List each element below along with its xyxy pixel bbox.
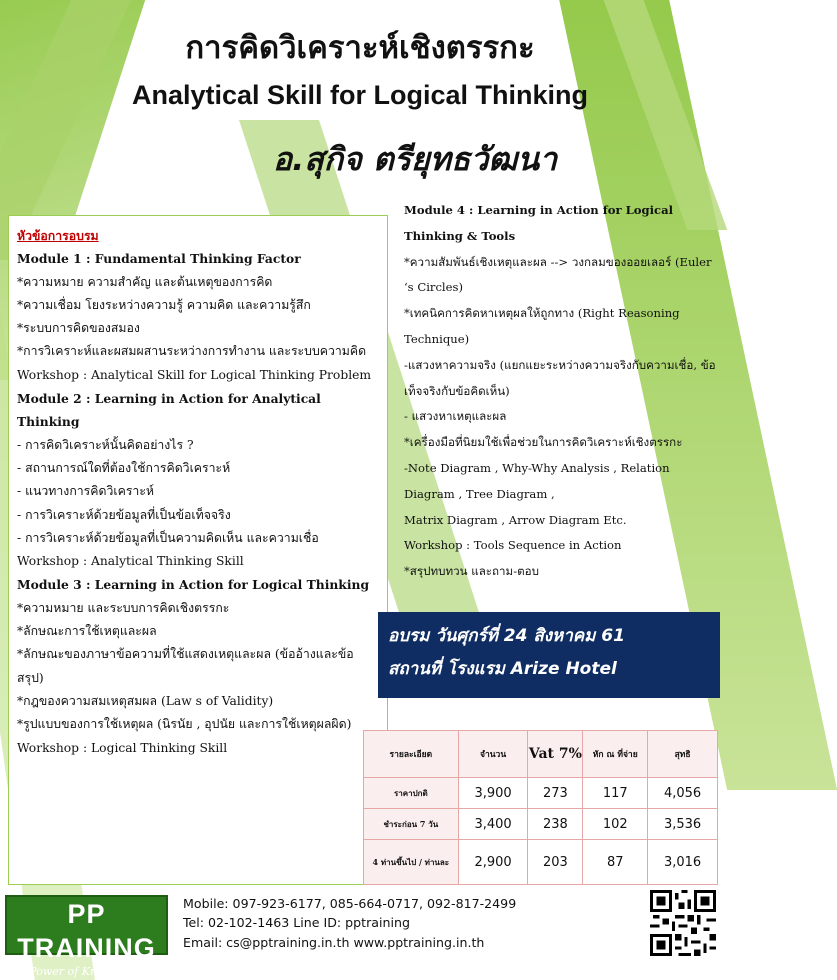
- header-detail: รายละเอียด: [364, 731, 459, 778]
- list-item: - การวิเคราะห์ด้วยข้อมูลที่เป็นข้อเท็จจริง: [17, 507, 231, 522]
- list-item: Workshop : Logical Thinking Skill: [17, 740, 228, 755]
- list-item: -แสวงหาความจริง (แยกแยะระหว่างความจริงกับความเชื่อ, ข้อเท็จจริงกับข้อคิดเห็น): [404, 357, 716, 398]
- list-item: Workshop : Tools Sequence in Action: [404, 538, 622, 553]
- logo-name: PP TRAINING: [17, 899, 156, 963]
- row-vat: 273: [528, 778, 583, 809]
- list-item: -Note Diagram , Why-Why Analysis , Relation Diagram , Tree Diagram ,: [404, 460, 670, 501]
- contact-mobile: Mobile: 097-923-6177, 085-664-0717, 092-817-2499: [183, 896, 517, 911]
- list-item: *เทคนิคการคิดหาเหตุผลให้ถูกทาง (Right Reasoning Technique): [404, 306, 680, 346]
- list-item: Workshop : Analytical Thinking Skill: [17, 554, 244, 569]
- list-item: *ความหมาย และระบบการคิดเชิงตรรกะ: [17, 600, 230, 615]
- list-item: - แนวทางการคิดวิเคราะห์: [17, 484, 155, 499]
- list-item: - การวิเคราะห์ด้วยข้อมูลที่เป็นความคิดเห็น และความเชื่อ: [17, 530, 319, 545]
- qr-code-icon: [650, 890, 716, 956]
- row-withholding: 117: [583, 778, 648, 809]
- header-withholding: หัก ณ ที่จ่าย: [583, 731, 648, 778]
- speaker-name: อ.สุกิจ ตรียุทธวัฒนา: [272, 140, 558, 178]
- row-label: ราคาปกติ: [364, 778, 459, 809]
- list-item: Workshop : Analytical Skill for Logical Thinking Problem: [17, 367, 372, 382]
- list-item: - แสวงหาเหตุและผล: [404, 409, 507, 424]
- outline-heading: หัวข้อการอบรม: [17, 228, 99, 243]
- event-venue: สถานที่ โรงแรม Arize Hotel: [388, 659, 617, 679]
- list-item: *เครื่องมือที่นิยมใช้เพื่อช่วยในการคิดวิเคราะห์เชิงตรรกะ: [404, 435, 683, 450]
- list-item: *ความสัมพันธ์เชิงเหตุและผล --> วงกลมของออยเลอร์ (Euler ‘s Circles): [404, 254, 712, 295]
- logo-tagline: Power of Knowledge: [29, 965, 144, 978]
- row-withholding: 87: [583, 840, 648, 885]
- row-withholding: 102: [583, 809, 648, 840]
- list-item: Matrix Diagram , Arrow Diagram Etc.: [404, 512, 627, 527]
- row-label: ชำระก่อน 7 วัน: [364, 809, 459, 840]
- list-item: Module 3 : Learning in Action for Logical Thinking: [17, 577, 370, 593]
- title-english: Analytical Skill for Logical Thinking: [131, 80, 589, 110]
- row-amount: 3,900: [458, 778, 528, 809]
- list-item: - สถานการณ์ใดที่ต้องใช้การคิดวิเคราะห์: [17, 460, 231, 475]
- contact-email: Email: cs@pptraining.in.th www.pptraining.in.th: [183, 934, 485, 950]
- list-item: *ความหมาย ความสำคัญ และต้นเหตุของการคิด: [17, 274, 273, 289]
- event-banner: [378, 612, 720, 698]
- table-row: [364, 778, 718, 809]
- course-outline-box: [8, 215, 388, 885]
- list-item: Module 2 : Learning in Action for Analytical Thinking: [17, 391, 321, 430]
- price-table: [363, 730, 718, 885]
- list-item: *รูปแบบของการใช้เหตุผล (นิรนัย , อุปนัย และการใช้เหตุผลผิด): [17, 717, 352, 732]
- list-item: *ลักษณะการใช้เหตุและผล: [17, 624, 157, 639]
- list-item: - การคิดวิเคราะห์นั้นคิดอย่างไร ?: [17, 437, 194, 452]
- header-vat: Vat 7%: [528, 731, 583, 778]
- list-item: *ความเชื่อม โยงระหว่างความรู้ ความคิด และความรู้สึก: [17, 297, 311, 312]
- row-net: 3,016: [648, 840, 718, 885]
- price-table-header: [364, 731, 718, 778]
- module-4-section: [404, 198, 718, 585]
- outline-list: [17, 247, 379, 760]
- list-item: Module 1 : Fundamental Thinking Factor: [17, 251, 301, 267]
- table-row: [364, 809, 718, 840]
- header-net: สุทธิ: [648, 731, 718, 778]
- pp-training-logo: [5, 895, 168, 978]
- list-item: *สรุปทบทวน และถาม-ตอบ: [404, 564, 539, 579]
- row-net: 4,056: [648, 778, 718, 809]
- table-row: [364, 840, 718, 885]
- contact-tel: Tel: 02-102-1463 Line ID: pptraining: [183, 915, 410, 931]
- row-amount: 3,400: [458, 809, 528, 840]
- row-label: 4 ท่านขึ้นไป / ท่านละ: [364, 840, 459, 885]
- row-amount: 2,900: [458, 840, 528, 885]
- title-thai: การคิดวิเคราะห์เชิงตรรกะ: [185, 30, 535, 66]
- contact-info: [183, 894, 516, 952]
- event-date: อบรม วันศุกร์ที่ 24 สิงหาคม 61: [388, 626, 625, 646]
- list-item: *การวิเคราะห์และผสมผสานระหว่างการทำงาน และระบบความคิด: [17, 344, 367, 359]
- row-vat: 238: [528, 809, 583, 840]
- list-item: *กฎของความสมเหตุสมผล (Law s of Validity): [17, 693, 274, 708]
- row-vat: 203: [528, 840, 583, 885]
- header-amount: จำนวน: [458, 731, 528, 778]
- list-item: Module 4 : Learning in Action for Logical Thinking & Tools: [404, 203, 674, 243]
- list-item: *ระบบการคิดของสมอง: [17, 321, 140, 336]
- module-4-list: [404, 198, 718, 585]
- row-net: 3,536: [648, 809, 718, 840]
- list-item: *ลักษณะของภาษาข้อความที่ใช้แสดงเหตุและผล (ข้ออ้างและข้อสรุป): [17, 647, 354, 685]
